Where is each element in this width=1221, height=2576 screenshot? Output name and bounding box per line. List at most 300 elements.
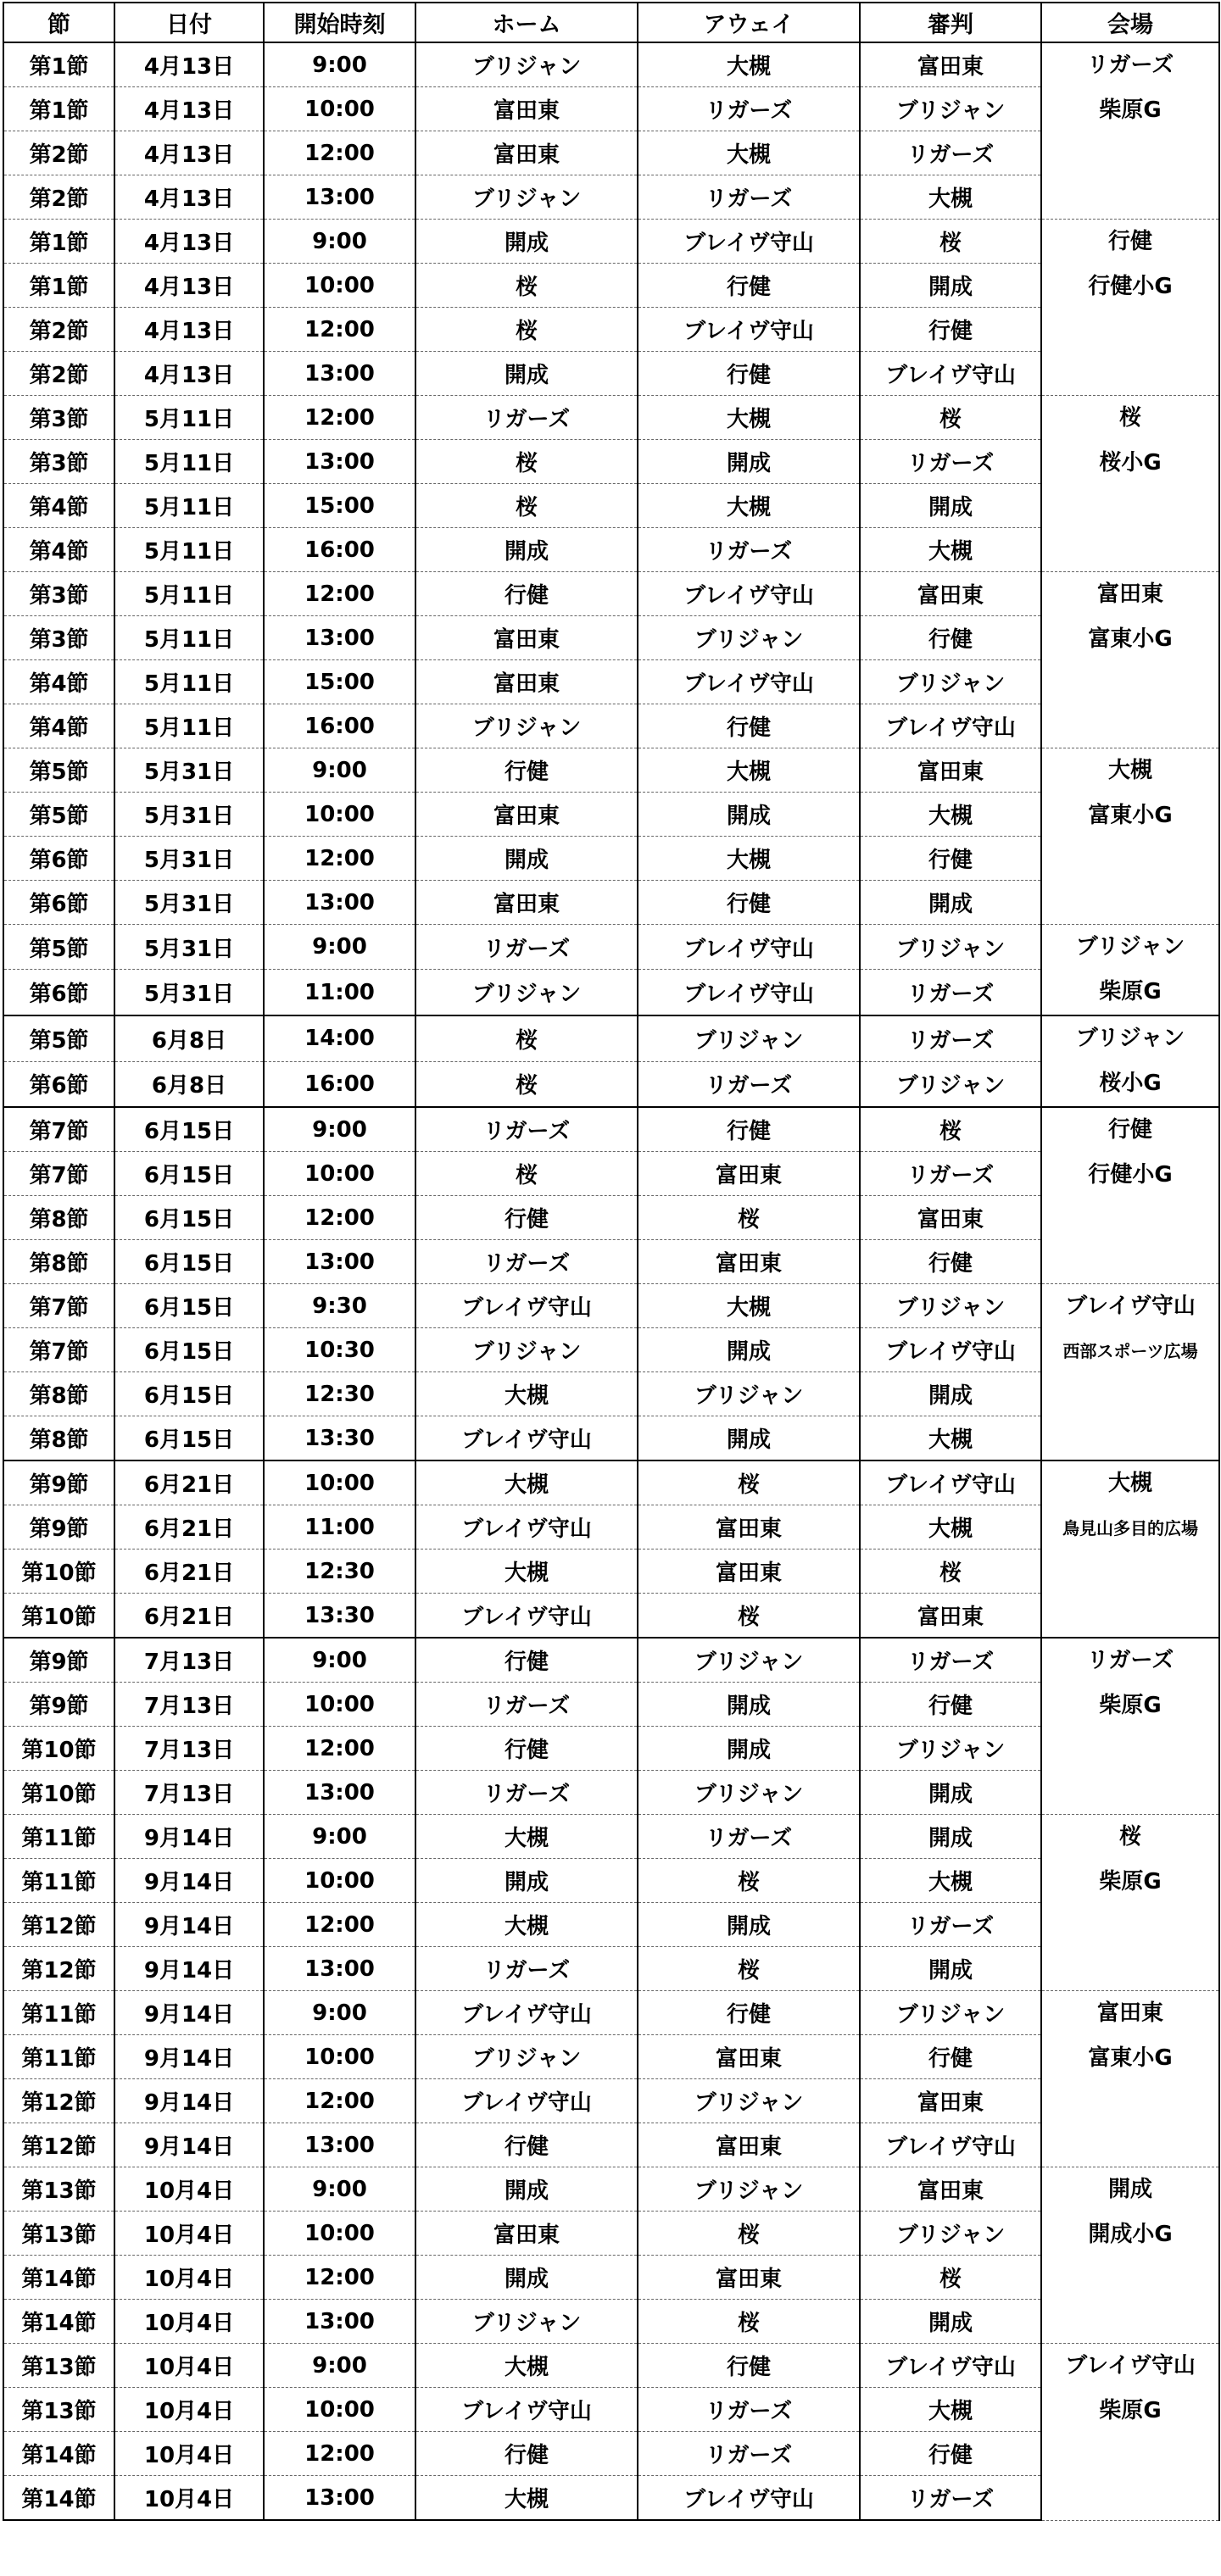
venue-host-team: ブリジャン [1075, 1026, 1185, 1051]
round-cell: 第7節 [3, 1328, 114, 1372]
start-time-cell: 13:00 [264, 175, 415, 220]
home-team-cell: 大槻 [415, 2476, 638, 2521]
away-team-cell: 富田東 [638, 2123, 860, 2167]
home-team-cell: 行健 [415, 572, 638, 616]
date-cell: 6月15日 [114, 1240, 264, 1284]
referee-cell: 開成 [860, 1815, 1041, 1859]
away-team-cell: 桜 [638, 1460, 860, 1505]
round-cell: 第2節 [3, 175, 114, 220]
referee-cell: ブレイヴ守山 [860, 704, 1041, 748]
venue-cell [1041, 396, 1219, 572]
round-cell: 第8節 [3, 1416, 114, 1461]
date-cell: 5月31日 [114, 881, 264, 925]
match-row [3, 2079, 1219, 2123]
home-team-cell: ブリジャン [415, 1328, 638, 1372]
round-cell: 第8節 [3, 1372, 114, 1416]
match-row [3, 2035, 1219, 2079]
match-row [3, 1460, 1219, 1505]
match-row [3, 1061, 1219, 1107]
home-team-cell: リガーズ [415, 1947, 638, 1991]
start-time-cell: 15:00 [264, 484, 415, 528]
match-row [3, 616, 1219, 660]
referee-cell: 大槻 [860, 1505, 1041, 1549]
start-time-cell: 10:00 [264, 264, 415, 308]
home-team-cell: 富田東 [415, 660, 638, 704]
match-row [3, 748, 1219, 793]
venue-field-name: 富東小G [1088, 803, 1173, 828]
away-team-cell: 行健 [638, 1107, 860, 1152]
referee-cell: 開成 [860, 1771, 1041, 1815]
start-time-cell: 13:00 [264, 1947, 415, 1991]
referee-cell: 開成 [860, 1947, 1041, 1991]
date-cell: 6月21日 [114, 1594, 264, 1639]
referee-cell: リガーズ [860, 2476, 1041, 2521]
match-row [3, 704, 1219, 748]
match-row [3, 1991, 1219, 2035]
away-team-cell: 大槻 [638, 396, 860, 440]
referee-cell: 行健 [860, 2432, 1041, 2476]
round-cell: 第14節 [3, 2432, 114, 2476]
away-team-cell: 大槻 [638, 837, 860, 881]
away-team-cell: 開成 [638, 1683, 860, 1727]
referee-cell: 行健 [860, 2035, 1041, 2079]
start-time-cell: 13:00 [264, 616, 415, 660]
home-team-cell: 行健 [415, 2432, 638, 2476]
referee-cell: ブレイヴ守山 [860, 1328, 1041, 1372]
match-row [3, 440, 1219, 484]
round-cell: 第12節 [3, 2123, 114, 2167]
referee-cell: 大槻 [860, 175, 1041, 220]
match-row [3, 1240, 1219, 1284]
venue-field-name: 行健小G [1088, 274, 1173, 299]
away-team-cell: ブリジャン [638, 2079, 860, 2123]
away-team-cell: 開成 [638, 1727, 860, 1771]
match-row [3, 1638, 1219, 1683]
venue-host-team: 桜 [1118, 405, 1141, 431]
start-time-cell: 13:00 [264, 2300, 415, 2344]
date-cell: 5月11日 [114, 572, 264, 616]
away-team-cell: ブレイヴ守山 [638, 2476, 860, 2521]
away-team-cell: 開成 [638, 793, 860, 837]
date-cell: 6月15日 [114, 1328, 264, 1372]
round-cell: 第9節 [3, 1683, 114, 1727]
away-team-cell: 富田東 [638, 2256, 860, 2300]
home-team-cell: ブレイヴ守山 [415, 2079, 638, 2123]
referee-cell: 開成 [860, 2300, 1041, 2344]
round-cell: 第12節 [3, 2079, 114, 2123]
match-row [3, 1771, 1219, 1815]
round-cell: 第13節 [3, 2388, 114, 2432]
away-team-cell: ブリジャン [638, 1638, 860, 1683]
round-cell: 第12節 [3, 1903, 114, 1947]
date-cell: 6月21日 [114, 1549, 264, 1594]
date-cell: 5月11日 [114, 440, 264, 484]
match-row [3, 1505, 1219, 1549]
round-cell: 第1節 [3, 42, 114, 87]
match-row [3, 352, 1219, 396]
match-row [3, 660, 1219, 704]
start-time-cell: 12:00 [264, 308, 415, 352]
start-time-cell: 16:00 [264, 528, 415, 572]
start-time-cell: 11:00 [264, 970, 415, 1015]
away-team-cell: リガーズ [638, 87, 860, 131]
home-team-cell: リガーズ [415, 1240, 638, 1284]
match-row [3, 308, 1219, 352]
referee-cell: 開成 [860, 1372, 1041, 1416]
venue-host-team: リガーズ [1086, 1648, 1174, 1673]
start-time-cell: 9:00 [264, 2344, 415, 2388]
start-time-cell: 15:00 [264, 660, 415, 704]
date-cell: 6月8日 [114, 1061, 264, 1107]
away-team-cell: ブレイヴ守山 [638, 220, 860, 264]
venue-field-name: 桜小G [1099, 450, 1162, 476]
start-time-cell: 12:00 [264, 1196, 415, 1240]
home-team-cell: 大槻 [415, 1815, 638, 1859]
home-team-cell: 富田東 [415, 2212, 638, 2256]
date-cell: 9月14日 [114, 2035, 264, 2079]
away-team-cell: 開成 [638, 440, 860, 484]
match-row [3, 264, 1219, 308]
header-row [3, 3, 1219, 42]
header-start-time: 開始時刻 [264, 3, 415, 42]
referee-cell: ブリジャン [860, 1991, 1041, 2035]
home-team-cell: 開成 [415, 2167, 638, 2212]
date-cell: 4月13日 [114, 87, 264, 131]
round-cell: 第6節 [3, 1061, 114, 1107]
home-team-cell: 行健 [415, 1727, 638, 1771]
round-cell: 第10節 [3, 1727, 114, 1771]
date-cell: 4月13日 [114, 131, 264, 175]
round-cell: 第6節 [3, 881, 114, 925]
match-row [3, 87, 1219, 131]
match-row [3, 881, 1219, 925]
match-row [3, 2212, 1219, 2256]
start-time-cell: 13:00 [264, 2476, 415, 2521]
match-row [3, 220, 1219, 264]
header-venue: 会場 [1041, 3, 1219, 42]
match-row [3, 1328, 1219, 1372]
referee-cell: 大槻 [860, 1416, 1041, 1461]
away-team-cell: ブレイヴ守山 [638, 308, 860, 352]
round-cell: 第11節 [3, 1815, 114, 1859]
away-team-cell: 富田東 [638, 1549, 860, 1594]
away-team-cell: 開成 [638, 1328, 860, 1372]
date-cell: 4月13日 [114, 175, 264, 220]
venue-cell [1041, 1015, 1219, 1107]
start-time-cell: 14:00 [264, 1015, 415, 1061]
match-row [3, 528, 1219, 572]
venue-field-name: 柴原G [1099, 979, 1162, 1004]
venue-field-name: 富東小G [1088, 626, 1173, 652]
home-team-cell: ブレイヴ守山 [415, 1505, 638, 1549]
start-time-cell: 13:00 [264, 881, 415, 925]
date-cell: 10月4日 [114, 2300, 264, 2344]
venue-host-team: 大槻 [1107, 758, 1152, 783]
match-row [3, 175, 1219, 220]
venue-field-name: 鳥見山多目的広場 [1062, 1518, 1198, 1538]
away-team-cell: リガーズ [638, 528, 860, 572]
match-row [3, 1727, 1219, 1771]
away-team-cell: ブレイヴ守山 [638, 925, 860, 970]
header-date: 日付 [114, 3, 264, 42]
date-cell: 10月4日 [114, 2432, 264, 2476]
away-team-cell: 大槻 [638, 1284, 860, 1328]
match-row [3, 1903, 1219, 1947]
referee-cell: 桜 [860, 2256, 1041, 2300]
start-time-cell: 12:00 [264, 2256, 415, 2300]
match-row [3, 1284, 1219, 1328]
date-cell: 4月13日 [114, 220, 264, 264]
home-team-cell: ブレイヴ守山 [415, 2388, 638, 2432]
home-team-cell: 大槻 [415, 1460, 638, 1505]
referee-cell: リガーズ [860, 970, 1041, 1015]
round-cell: 第10節 [3, 1594, 114, 1639]
referee-cell: 富田東 [860, 2079, 1041, 2123]
match-row [3, 484, 1219, 528]
away-team-cell: 行健 [638, 704, 860, 748]
date-cell: 7月13日 [114, 1638, 264, 1683]
round-cell: 第3節 [3, 396, 114, 440]
venue-cell [1041, 1638, 1219, 1815]
home-team-cell: 開成 [415, 1859, 638, 1903]
away-team-cell: リガーズ [638, 1061, 860, 1107]
match-row [3, 2344, 1219, 2388]
header-away: アウェイ [638, 3, 860, 42]
date-cell: 10月4日 [114, 2344, 264, 2388]
date-cell: 9月14日 [114, 1947, 264, 1991]
schedule-table [3, 2, 1220, 2521]
home-team-cell: ブリジャン [415, 970, 638, 1015]
round-cell: 第3節 [3, 616, 114, 660]
round-cell: 第3節 [3, 572, 114, 616]
match-row [3, 1859, 1219, 1903]
start-time-cell: 10:00 [264, 793, 415, 837]
match-row [3, 2256, 1219, 2300]
match-row [3, 1683, 1219, 1727]
round-cell: 第4節 [3, 704, 114, 748]
round-cell: 第3節 [3, 440, 114, 484]
date-cell: 6月15日 [114, 1152, 264, 1196]
match-row [3, 1372, 1219, 1416]
round-cell: 第8節 [3, 1240, 114, 1284]
match-row [3, 572, 1219, 616]
away-team-cell: ブレイヴ守山 [638, 572, 860, 616]
home-team-cell: ブリジャン [415, 175, 638, 220]
match-row [3, 1594, 1219, 1639]
date-cell: 5月31日 [114, 837, 264, 881]
referee-cell: 桜 [860, 220, 1041, 264]
round-cell: 第14節 [3, 2476, 114, 2521]
referee-cell: ブリジャン [860, 1284, 1041, 1328]
header-round: 節 [3, 3, 114, 42]
date-cell: 5月11日 [114, 484, 264, 528]
start-time-cell: 10:00 [264, 2035, 415, 2079]
start-time-cell: 13:00 [264, 1240, 415, 1284]
match-row [3, 1107, 1219, 1152]
date-cell: 6月21日 [114, 1460, 264, 1505]
start-time-cell: 9:00 [264, 1991, 415, 2035]
start-time-cell: 12:00 [264, 131, 415, 175]
match-row [3, 2123, 1219, 2167]
venue-field-name: 桜小G [1099, 1071, 1162, 1096]
away-team-cell: 桜 [638, 1196, 860, 1240]
round-cell: 第9節 [3, 1460, 114, 1505]
match-row [3, 2300, 1219, 2344]
round-cell: 第1節 [3, 264, 114, 308]
home-team-cell: ブレイヴ守山 [415, 1594, 638, 1639]
away-team-cell: 大槻 [638, 131, 860, 175]
home-team-cell: 行健 [415, 1196, 638, 1240]
referee-cell: 開成 [860, 881, 1041, 925]
start-time-cell: 10:00 [264, 2388, 415, 2432]
date-cell: 5月11日 [114, 528, 264, 572]
match-row [3, 42, 1219, 87]
round-cell: 第1節 [3, 220, 114, 264]
referee-cell: 行健 [860, 837, 1041, 881]
home-team-cell: 大槻 [415, 1903, 638, 1947]
round-cell: 第4節 [3, 484, 114, 528]
start-time-cell: 9:00 [264, 2167, 415, 2212]
start-time-cell: 9:00 [264, 925, 415, 970]
round-cell: 第14節 [3, 2256, 114, 2300]
away-team-cell: 大槻 [638, 484, 860, 528]
match-row [3, 1815, 1219, 1859]
referee-cell: ブレイヴ守山 [860, 2123, 1041, 2167]
referee-cell: ブリジャン [860, 2212, 1041, 2256]
date-cell: 10月4日 [114, 2212, 264, 2256]
referee-cell: リガーズ [860, 1152, 1041, 1196]
away-team-cell: リガーズ [638, 2432, 860, 2476]
home-team-cell: 行健 [415, 748, 638, 793]
home-team-cell: 富田東 [415, 131, 638, 175]
home-team-cell: 開成 [415, 2256, 638, 2300]
start-time-cell: 10:00 [264, 87, 415, 131]
start-time-cell: 12:30 [264, 1372, 415, 1416]
venue-host-team: 大槻 [1107, 1471, 1152, 1496]
round-cell: 第14節 [3, 2300, 114, 2344]
referee-cell: 桜 [860, 1107, 1041, 1152]
venue-host-team: 富田東 [1096, 2000, 1163, 2026]
round-cell: 第4節 [3, 660, 114, 704]
referee-cell: ブレイヴ守山 [860, 352, 1041, 396]
referee-cell: 大槻 [860, 793, 1041, 837]
date-cell: 10月4日 [114, 2388, 264, 2432]
date-cell: 7月13日 [114, 1771, 264, 1815]
home-team-cell: 桜 [415, 308, 638, 352]
date-cell: 5月11日 [114, 704, 264, 748]
match-row [3, 837, 1219, 881]
away-team-cell: 行健 [638, 1991, 860, 2035]
away-team-cell: 開成 [638, 1416, 860, 1461]
away-team-cell: 富田東 [638, 2035, 860, 2079]
date-cell: 6月15日 [114, 1372, 264, 1416]
venue-cell [1041, 1815, 1219, 1991]
home-team-cell: 富田東 [415, 793, 638, 837]
venue-cell [1041, 2167, 1219, 2344]
referee-cell: 行健 [860, 1683, 1041, 1727]
round-cell: 第9節 [3, 1638, 114, 1683]
away-team-cell: 富田東 [638, 1152, 860, 1196]
venue-cell [1041, 572, 1219, 748]
start-time-cell: 13:30 [264, 1594, 415, 1639]
referee-cell: リガーズ [860, 440, 1041, 484]
round-cell: 第7節 [3, 1284, 114, 1328]
referee-cell: 富田東 [860, 1196, 1041, 1240]
start-time-cell: 12:00 [264, 1903, 415, 1947]
venue-host-team: ブリジャン [1075, 934, 1185, 960]
date-cell: 4月13日 [114, 352, 264, 396]
away-team-cell: 富田東 [638, 1505, 860, 1549]
start-time-cell: 13:00 [264, 2123, 415, 2167]
away-team-cell: 桜 [638, 2300, 860, 2344]
match-row [3, 1152, 1219, 1196]
venue-field-name: 富東小G [1088, 2045, 1173, 2071]
round-cell: 第6節 [3, 837, 114, 881]
venue-field-name: 柴原G [1099, 1869, 1162, 1894]
home-team-cell: ブレイヴ守山 [415, 1416, 638, 1461]
start-time-cell: 10:30 [264, 1328, 415, 1372]
match-row [3, 396, 1219, 440]
home-team-cell: ブリジャン [415, 704, 638, 748]
away-team-cell: 行健 [638, 264, 860, 308]
venue-host-team: 富田東 [1096, 581, 1163, 607]
date-cell: 9月14日 [114, 1903, 264, 1947]
start-time-cell: 12:00 [264, 2432, 415, 2476]
away-team-cell: ブレイヴ守山 [638, 660, 860, 704]
date-cell: 5月31日 [114, 925, 264, 970]
home-team-cell: 桜 [415, 484, 638, 528]
home-team-cell: 桜 [415, 440, 638, 484]
away-team-cell: 桜 [638, 1859, 860, 1903]
schedule-header [3, 3, 1219, 42]
round-cell: 第5節 [3, 748, 114, 793]
referee-cell: ブリジャン [860, 1061, 1041, 1107]
date-cell: 9月14日 [114, 1859, 264, 1903]
date-cell: 5月11日 [114, 660, 264, 704]
home-team-cell: 開成 [415, 352, 638, 396]
home-team-cell: ブリジャン [415, 2300, 638, 2344]
date-cell: 6月15日 [114, 1196, 264, 1240]
round-cell: 第2節 [3, 308, 114, 352]
date-cell: 9月14日 [114, 1815, 264, 1859]
home-team-cell: 桜 [415, 1015, 638, 1061]
round-cell: 第9節 [3, 1505, 114, 1549]
date-cell: 6月21日 [114, 1505, 264, 1549]
round-cell: 第13節 [3, 2167, 114, 2212]
date-cell: 6月15日 [114, 1107, 264, 1152]
date-cell: 7月13日 [114, 1683, 264, 1727]
referee-cell: ブリジャン [860, 87, 1041, 131]
start-time-cell: 9:00 [264, 42, 415, 87]
venue-cell [1041, 748, 1219, 925]
home-team-cell: リガーズ [415, 925, 638, 970]
round-cell: 第11節 [3, 1991, 114, 2035]
home-team-cell: ブレイヴ守山 [415, 1284, 638, 1328]
referee-cell: 大槻 [860, 528, 1041, 572]
round-cell: 第6節 [3, 970, 114, 1015]
referee-cell: 行健 [860, 1240, 1041, 1284]
round-cell: 第13節 [3, 2212, 114, 2256]
date-cell: 9月14日 [114, 2123, 264, 2167]
date-cell: 6月15日 [114, 1416, 264, 1461]
start-time-cell: 10:00 [264, 1152, 415, 1196]
round-cell: 第4節 [3, 528, 114, 572]
away-team-cell: リガーズ [638, 1815, 860, 1859]
referee-cell: リガーズ [860, 1015, 1041, 1061]
date-cell: 10月4日 [114, 2167, 264, 2212]
referee-cell: ブレイヴ守山 [860, 1460, 1041, 1505]
away-team-cell: 大槻 [638, 42, 860, 87]
